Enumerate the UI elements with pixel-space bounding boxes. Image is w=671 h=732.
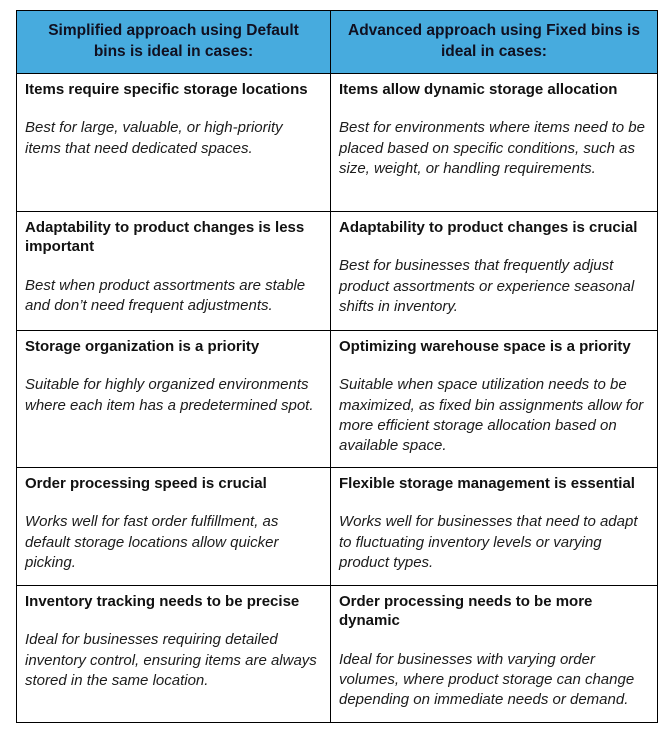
table-cell — [331, 330, 658, 467]
cell-description: Ideal for businesses with varying order volumes, where product storage can change depending on immediate needs or demand. — [339, 650, 635, 709]
header-fixed-bins: Advanced approach using Fixed bins is ideal in cases: — [331, 11, 658, 74]
table-row — [17, 467, 658, 585]
cell-description: Suitable when space utilization needs to be maximized, as fixed bin assignments allow for more efficient storage allocation based on available space. — [339, 376, 644, 455]
table-cell — [331, 467, 658, 585]
comparison-table — [16, 10, 658, 723]
table-row — [17, 211, 658, 330]
cell-description: Best for large, valuable, or high-priority items that need dedicated spaces. — [25, 119, 283, 157]
cell-title: Flexible storage management is essential — [339, 474, 635, 492]
cell-title: Order processing needs to be more dynamic — [339, 592, 593, 630]
table-cell — [17, 73, 331, 211]
table-cell — [331, 211, 658, 330]
table-cell — [331, 73, 658, 211]
table-row — [17, 330, 658, 467]
cell-title: Optimizing warehouse space is a priority — [339, 337, 631, 355]
cell-description: Ideal for businesses requiring detailed inventory control, ensuring items are always stored in the same location. — [25, 631, 317, 689]
cell-description: Best for businesses that frequently adjust product assortments or experience seasonal shifts in inventory. — [339, 257, 635, 315]
table-row — [17, 73, 658, 211]
table-header-row — [17, 11, 658, 74]
header-default-bins: Simplified approach using Default bins is ideal in cases: — [17, 11, 331, 74]
cell-title: Order processing speed is crucial — [25, 474, 267, 492]
cell-title: Items allow dynamic storage allocation — [339, 80, 618, 98]
cell-description: Best for environments where items need to be placed based on specific conditions, such as size, weight, or handling requirements. — [339, 119, 645, 177]
cell-description: Suitable for highly organized environments where each item has a predetermined spot. — [25, 376, 314, 414]
table-cell — [17, 330, 331, 467]
table-cell — [17, 585, 331, 722]
table-row — [17, 585, 658, 722]
cell-description: Works well for businesses that need to adapt to fluctuating inventory levels or varying product types. — [339, 513, 638, 571]
cell-title: Items require specific storage locations — [25, 80, 308, 98]
table-cell — [331, 585, 658, 722]
cell-title: Storage organization is a priority — [25, 337, 260, 355]
table-cell — [17, 467, 331, 585]
table-cell — [17, 211, 331, 330]
cell-description: Best when product assortments are stable and don’t need frequent adjustments. — [25, 276, 306, 315]
cell-description: Works well for fast order fulfillment, as default storage locations allow quicker picking. — [25, 513, 279, 571]
cell-title: Adaptability to product changes is less important — [25, 218, 305, 256]
cell-title: Adaptability to product changes is crucial — [339, 218, 638, 236]
cell-title: Inventory tracking needs to be precise — [25, 592, 300, 610]
